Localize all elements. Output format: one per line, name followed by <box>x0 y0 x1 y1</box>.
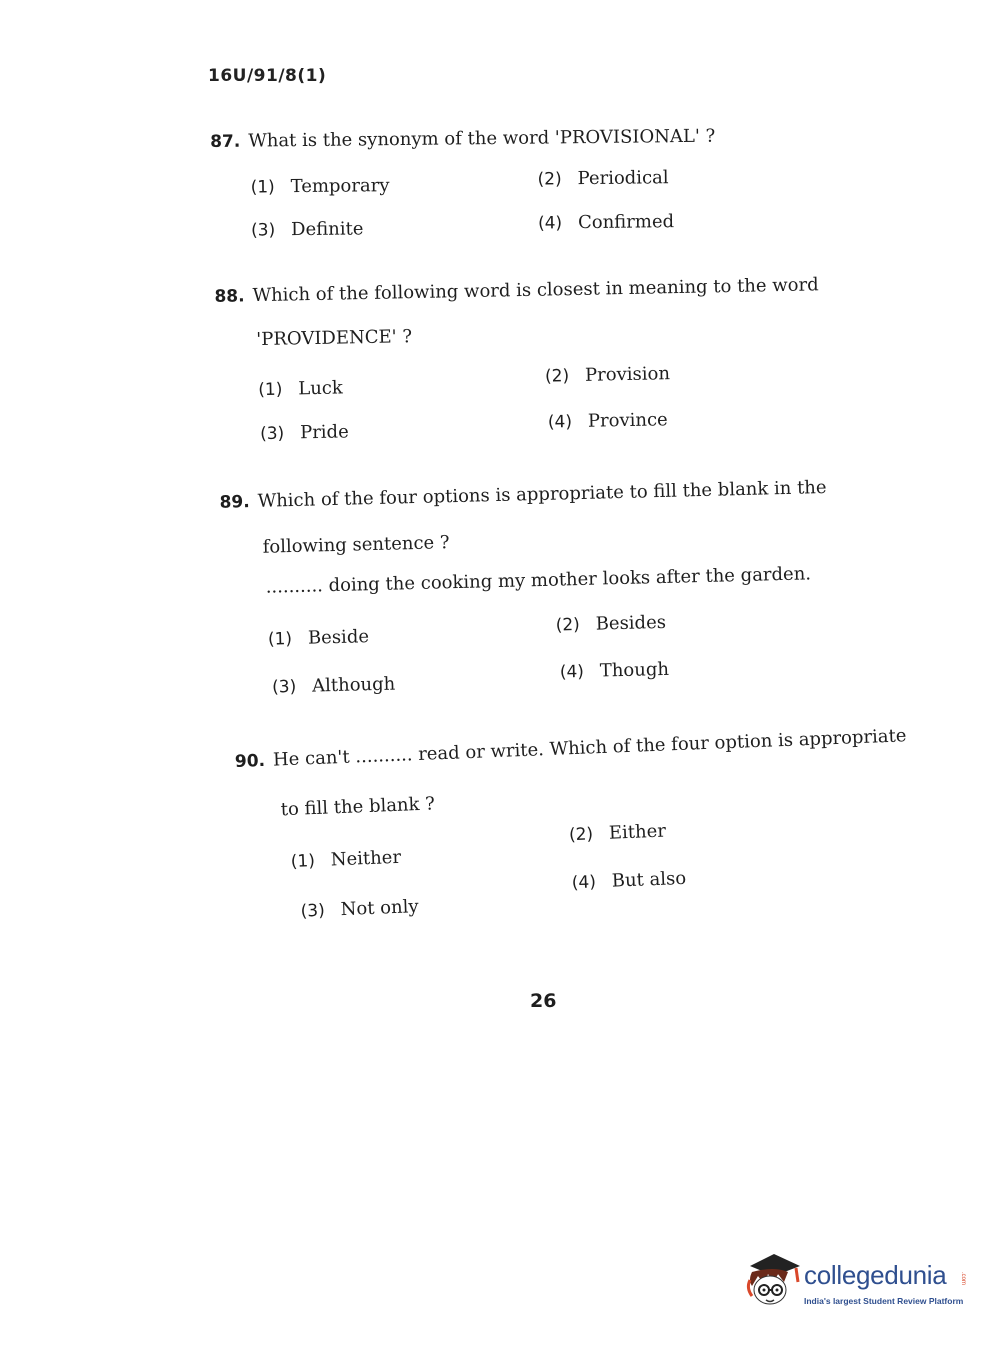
mascot-icon <box>744 1250 802 1312</box>
question-number: 87. <box>210 131 241 152</box>
option-4 <box>560 659 670 683</box>
page-code: 16U/91/8(1) <box>208 66 327 86</box>
option-3 <box>260 421 349 444</box>
question-text-line <box>262 532 449 558</box>
question-text-line <box>210 126 715 152</box>
option-text: Definite <box>290 218 364 241</box>
option-number: (3) <box>300 900 326 922</box>
option-text: Province <box>587 409 668 432</box>
option-number: (3) <box>271 676 297 698</box>
option-number: (2) <box>544 366 570 387</box>
question-89 <box>0 459 1001 698</box>
option-3 <box>251 218 364 240</box>
question-87 <box>0 117 1001 241</box>
option-text: Confirmed <box>577 211 675 234</box>
option-number: (3) <box>259 423 285 445</box>
option-2 <box>555 612 666 636</box>
question-text: 'PROVIDENCE' ? <box>256 326 413 351</box>
option-number: (2) <box>568 824 594 846</box>
question-text: Which of the following word is closest in meaning to the word <box>252 274 819 307</box>
option-1 <box>268 626 370 649</box>
option-number: (4) <box>537 213 563 234</box>
question-text-line <box>265 563 811 597</box>
option-4 <box>538 211 674 233</box>
question-text: Which of the four options is appropriate to fill the blank in the <box>257 476 827 512</box>
option-text: Not only <box>340 896 419 921</box>
option-4 <box>548 409 668 432</box>
option-text: Temporary <box>290 175 390 198</box>
option-2 <box>569 821 667 846</box>
collegedunia-logo <box>744 1250 974 1320</box>
option-number: (1) <box>258 379 283 401</box>
option-number: (2) <box>555 615 581 636</box>
option-number: (3) <box>251 220 276 241</box>
question-text: to fill the blank ? <box>280 793 436 821</box>
option-number: (1) <box>267 629 293 650</box>
option-4 <box>571 868 686 893</box>
option-text: Periodical <box>577 167 669 190</box>
option-text: Neither <box>330 846 402 871</box>
option-number: (1) <box>250 177 275 198</box>
logo-tagline: India's largest Student Review Platform <box>804 1296 964 1306</box>
page-number: 26 <box>530 990 557 1012</box>
option-3 <box>272 674 396 698</box>
logo-wordmark: collegedunia <box>804 1260 947 1290</box>
option-text: Although <box>311 673 396 697</box>
option-2 <box>545 363 670 386</box>
question-text-line <box>256 326 412 350</box>
question-text-line <box>219 477 826 513</box>
question-number: 88. <box>214 286 245 307</box>
question-90 <box>0 708 1000 922</box>
option-2 <box>537 167 668 189</box>
question-88 <box>0 257 1001 445</box>
logo-com-suffix: .com <box>960 1272 966 1286</box>
option-text: Luck <box>298 377 343 400</box>
option-text: Either <box>608 820 667 844</box>
option-text: But also <box>611 867 687 892</box>
question-text-line <box>214 274 819 307</box>
option-1 <box>290 847 401 872</box>
option-number: (1) <box>290 851 316 872</box>
option-number: (2) <box>537 169 562 190</box>
option-number: (4) <box>571 872 597 894</box>
option-1 <box>258 377 343 400</box>
question-text: He can't .......... read or write. Which of the four option is appropriate <box>272 725 907 771</box>
question-number: 89. <box>219 492 250 513</box>
option-1 <box>251 175 390 197</box>
option-text: Beside <box>307 626 370 649</box>
question-text: following sentence ? <box>262 532 450 558</box>
option-text: Provision <box>584 363 671 386</box>
question-text-line <box>235 725 907 772</box>
option-number: (4) <box>547 412 573 433</box>
option-3 <box>300 896 419 922</box>
option-number: (4) <box>559 661 585 683</box>
option-text: Besides <box>595 611 667 635</box>
question-text: .......... doing the cooking my mother looks after the garden. <box>265 563 812 598</box>
question-text: What is the synonym of the word 'PROVISIONAL' ? <box>248 125 716 152</box>
option-text: Pride <box>299 421 349 444</box>
option-text: Though <box>599 658 670 682</box>
question-text-line <box>280 793 435 820</box>
question-number: 90. <box>234 750 266 773</box>
